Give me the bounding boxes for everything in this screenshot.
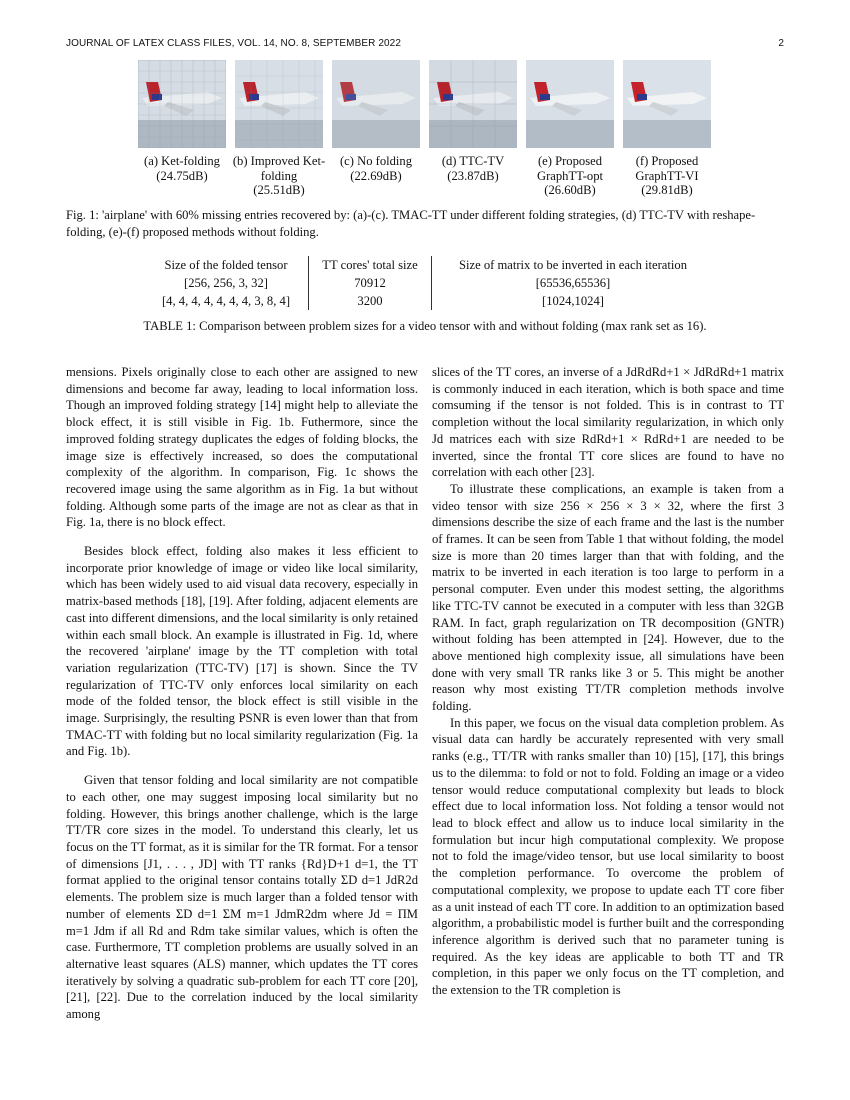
page-header [66,38,784,52]
table-header-cell: Size of matrix to be inverted in each iteration [458,258,687,272]
journal-header: JOURNAL OF LATEX CLASS FILES, VOL. 14, NO. 8, SEPTEMBER 2022 [66,38,402,49]
right-column [432,364,784,999]
table-header-row [144,256,714,274]
subfigure-e [526,60,614,198]
paragraph: In this paper, we focus on the visual data completion problem. As visual data can hardly be accurately represented with very small ranks (e.g., TT/TR with ranks smaller than 10) [15], [17], this brings us to the dilemma: to fold or not to fold. Folding an image or a video tensor would reduce computational complexity but leads to block effect due to local information loss. Not folding a tensor would not lead to block effect and allow us to induce local similarity in the formulation but incur high computational complexity. We propose not to fold the image/video tensor, but use local similarity to boost the completion performance. To overcome the problem of computational complexity, we propose to update each TT core fiber as a unit instead of each TT core. In addition to an optimization based algorithm, a probabilistic model is further built and the corresponding inference algorithm is derived such that no parameter tuning is required. As the key ideas are applicable to both TT and TR completion, in this paper we only focus on the TT completion, and the extension to the TR completion is [432,715,784,998]
left-column [66,364,418,1023]
paragraph: Besides block effect, folding also makes it less efficient to incorporate prior knowledge of image or video like local similarity, which has been widely used to aid visual data recovery, especially in matrix-based methods [18], [19]. After folding, adjacent elements are cast into different dimensions, and the local similarity is only retained within each small block. An example is illustrated in Fig. 1d, where the recovered 'airplane' image by the TT completion with total variation regularization (TTC-TV) [17] is shown. Since the TV regularization of TTC-TV only enforces local similarity on each mode of the folded tensor, the block effect is still visible in the image. Surprisingly, the resulting PSNR is even lower than that from TMAC-TT with folding but no local similarity regularization (Fig. 1a and Fig. 1b). [66,544,418,759]
comparison-table [144,256,714,310]
table-cell: [65536,65536] [535,276,611,290]
airplane-image [138,60,226,148]
airplane-image [235,60,323,148]
subfigure-a [138,60,226,183]
page-number: 2 [778,38,784,49]
subfigure-caption: (b) Improved Ket-folding (25.51dB) [232,154,326,197]
figure-caption: Fig. 1: 'airplane' with 60% missing entries recovered by: (a)-(c). TMAC-TT under different folding strategies, (d) TTC-TV with reshape-folding, (e)-(f) proposed methods without folding. [66,208,756,239]
table-header-cell: Size of the folded tensor [144,256,309,274]
subfigure-caption: (a) Ket-folding (24.75dB) [144,154,220,183]
table-row [144,274,714,292]
table-cell: [256, 256, 3, 32] [144,274,309,292]
paragraph: Given that tensor folding and local similarity are not compatible to each other, one may suggest imposing local similarity but no folding. However, this brings another challenge, which is the large TT/TR core sizes in the model. To understand this clearly, let us focus on the TT format, as it is similar for the TR format. For a tensor of dimensions [J1, . . . , JD] with TT ranks {Rd}D+1 d=1, the TT format applied to the original tensor contains totally ΣD d=1 JdR2d elements. The problem size is much larger than a folded tensor with number of elements ΣD d=1 ΣM m=1 JdmR2dm where Jd = ΠM m=1 Jdm if all Rd and Rdm take similar values, which is often the case. Furthermore, TT completion problems are usually solved in an alternative least squares (ALS) manner, which updates the TT cores iteratively by solving a quadratic sub-problem for each TT core [20], [21], [22]. Due to the correlation induced by the local similarity among [66,773,418,1022]
subfigure-caption: (e) Proposed GraphTT-opt (26.60dB) [537,154,603,197]
subfigure-c [332,60,420,183]
airplane-image [332,60,420,148]
subfigure-caption: (c) No folding (22.69dB) [339,154,413,183]
airplane-image [623,60,711,148]
airplane-image [429,60,517,148]
subfigure-b [232,60,326,198]
table-cell: 70912 [309,274,432,292]
paragraph: To illustrate these complications, an example is taken from a video tensor with size 256 × 256 × 3 × 32, where the first 3 dimensions describe the size of each frame and the last is the number of frames. It can be seen from Table 1 that without folding, the model size is more than 20 times larger than that with folding, and the matrix to be inverted in each iteration is too large to perform in a personal computer. Even under this modest setting, the algorithms like TTC-TV cannot be executed in a computer with less than 32GB RAM. In fact, graph regularization on TR decomposition (GNTR) without folding has been attempted in [24]. However, due to the above mentioned high complexity issue, all simulations have been done with very small TR ranks like 3 or 5. This might be another reason why most existing TT/TR completion methods involve folding. [432,481,784,714]
table-cell: [1024,1024] [542,294,604,308]
paragraph: mensions. Pixels originally close to each other are assigned to new dimensions and become far away, leading to local information loss. Though an improved folding strategy [14] might help to alleviate the block effect, it is still visible in Fig. 1b. Futhermore, since the improved folding strategy duplicates the edges of folding blocks, the image size is effectively increased, so does the computational complexity of the algorithm. In comparison, Fig. 1c shows the recovered image using the same algorithm as in Fig. 1a but without folding. Although some parts of the image are not as clear as that in Fig. 1a, there is no block effect. [66,365,418,530]
subfigure-caption: (d) TTC-TV (23.87dB) [441,154,505,183]
table-cell: [4, 4, 4, 4, 4, 4, 4, 3, 8, 4] [144,292,309,310]
subfigure-caption: (f) Proposed GraphTT-VI (29.81dB) [635,154,699,197]
airplane-image [526,60,614,148]
subfigure-f [623,60,711,198]
table-row [144,292,714,310]
table-caption: TABLE 1: Comparison between problem sizes for a video tensor with and without folding (max rank set as 16). [143,319,707,333]
table-cell: 3200 [309,292,432,310]
table-header-cell: TT cores' total size [309,256,432,274]
figure-1 [138,60,738,200]
subfigure-d [429,60,517,183]
paragraph: slices of the TT cores, an inverse of a JdRdRd+1 × JdRdRd+1 matrix is commonly induced in each iteration, which is both space and time comsuming if the tensor is not folded. This is in contrast to TT completion without the local similarity regularization, in which only Jd matrices each with size RdRd+1 × RdRd+1 are needed to be inverted, since the frontal TT core slices are found to have no correlation with each other [23]. [432,365,784,480]
